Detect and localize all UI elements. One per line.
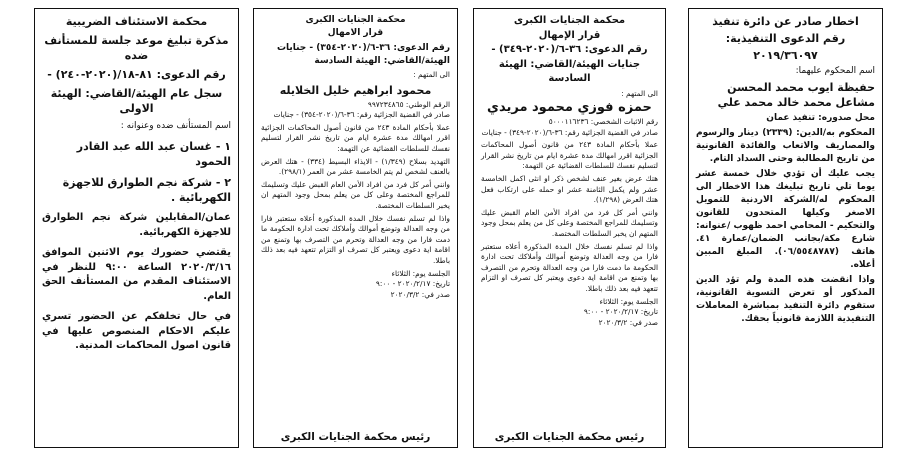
notice-body-3: واذا انقضت هذه المدة ولم تؤد الدين المذكور أو تعرض التسوية القانونية، ستقوم دائرة التنفيذ بمباشرة المعاملات التنفيذية اللازمة قانونياً بحقك. — [696, 275, 875, 324]
defendant-name: محمود ابراهيم خليل الخلايله — [279, 83, 432, 97]
notice-charge: التهديد بسلاح (١/٣٤٩) - الايذاء البسيط (٣٣٤) - هتك العرض بالعنف لشخص لم يتم الخامسة عشر من العمر (٢٩٨/١). — [261, 156, 450, 177]
notice-body-2: وانني أمر كل فرد من افراد الأمن العام القبض عليك وتسليمك للمراجع المختصة وعلى كل من يعلم بمحل وجود المتهم ان يخبر السلطات المختصة. — [261, 179, 450, 210]
notice-to: الى المتهم : — [413, 70, 450, 79]
notice-charge: هتك عرض بغير عنف لشخص ذكر او انثى اكمل الخامسة عشر ولم يكمل الثامنة عشر او حمله على ارتكاب فعل هتك العرض (١/٢٩٨). — [481, 174, 658, 205]
notice-court-title: محكمة الاستئناف الضريبية — [65, 15, 208, 28]
notice-subtitle: مذكرة تبليغ موعد جلسة للمستأنف ضده — [44, 34, 229, 62]
notice-session-date: تاريخ: ٢٠٢٠/٢/١٧ - ٩:٠٠ — [583, 307, 658, 317]
notice-lead: اسم المحكوم عليهما: — [795, 66, 875, 76]
debtor-name-1: حفيظة ايوب محمد المحسن — [727, 81, 875, 94]
notice-case-number: رقم الدعوى: ٣٦-٦/(٢٠٢٠-٣٥٤) - جنايات الهيئة/القاضي: الهيئة السادسة — [276, 43, 450, 66]
notice-case-number: رقم الدعوى: ٣٦-٦/(٢٠٢٠-٣٤٩) - — [491, 44, 648, 55]
notice-body-2: يجب عليك أن تؤدي خلال خمسة عشر يوما تلي تاريخ تبليغك هذا الاخطار الى المحكوم له/الشركة الاردنية للتمويل الاصغر وكيلها المتحدون للقانون والتحكيم - المحامي احمد ظهوب /عنوانه: شارع مكة/بجانب الضمان/عمارة ٤١. هاتف (٠٦/٥٥٤٨٧٨٧). المبلغ المبين أعلاه. — [696, 169, 875, 270]
notice-body-1: عملا بأحكام المادة ٢٤٣ من قانون أصول المحاكمات الجزائية اقرر امهالك مدة عشرة ايام من تاريخ نشر القرار لتسليم نفسك للسلطات القضائية عن التهمة: — [261, 122, 450, 153]
defendant-name: حمزه فوزي محمود مريدي — [487, 100, 652, 116]
notice-court-title: محكمة الجنايات الكبرى — [513, 15, 626, 26]
notice-body-2: وانني أمر كل فرد من افراد الأمن العام القبض عليك وتسليمك للمراجع المختصة وعلى كل من يعلم بمحل وجود المتهم ان يخبر السلطات المختصة. — [481, 207, 658, 239]
notice-case-number: رقم الدعوى: ٨١-١٨/(٢٠٢٠-٢٤٠) - — [47, 68, 226, 81]
notice-case-label: رقم الدعوى التنفيذية: — [725, 32, 846, 45]
defendant-id: رقم الاثبات الشخصي: ٥٠٠٠١١٦٢٣٦ — [548, 117, 658, 127]
notice-to: الى المتهم : — [621, 88, 658, 98]
notice-signature: رئيس محكمة الجنايات الكبرى — [280, 431, 431, 443]
notice-lead: اسم المستأنف ضده وعنوانه : — [120, 121, 231, 131]
notice-session-day: الجلسة يوم: الثلاثاء — [391, 268, 450, 278]
party-address: عمان/المقابلين شركة نجم الطوارق للاجهزة الكهربائية. — [42, 212, 231, 238]
notice-body-3: واذا لم تسلم نفسك خلال المدة المذكورة أعلاه ستعتبر فارا من وجه العدالة وتوضع أموالك وأملاكك تحت ادارة الحكومة ما دمت فارا من وجه العدالة وتحرم من التصرف بها وتمنع من اقامة اية دعوى ويعتبر كل تصرف او التزام تتعهد فيه بعد ذلك باطلا. — [261, 213, 450, 265]
notice-decision: قرار الإمهال — [538, 29, 601, 41]
notice-body-1: المحكوم به/الدين: (٢٣٣٩) دينار والرسوم والمصاريف والاتعاب والفائدة القانونية من تاريخ المطالبة وحتى السداد التام. — [696, 128, 876, 164]
notice-body-1: عملا بأحكام المادة ٢٤٣ من قانون أصول المحاكمات الجزائية اقرر امهالك مدة عشرة ايام من تاريخ نشر القرار لتسليم نفسك للسلطات القضائية عن التهمة: — [481, 140, 659, 171]
notice-session-date: تاريخ: ٢٠٢٠/٢/١٧ - ٩:٠٠ — [375, 279, 450, 289]
party-2: ٢ - شركة نجم الطوارق للاجهزة الكهربائية . — [62, 176, 231, 204]
notice-decision: قرار الامهال — [327, 28, 384, 38]
notice-residence: محل صدوره: تنفيذ عمان — [766, 113, 875, 123]
notice-panel: سجل عام الهيئة/القاضي: الهيئة الاولى — [50, 87, 223, 115]
party-1: ١ - غسان عبد الله عبد القادر الحمود — [76, 140, 231, 168]
notice-session-day: الجلسة يوم: الثلاثاء — [599, 296, 658, 306]
tax-appeal-notice — [34, 8, 239, 448]
notice-issued-case: صادر في القضية الجزائية رقم: ٣٦-٦/(٢٠٢٠-٣٥٤) - جنايات — [273, 110, 450, 120]
notice-body-1: يقتضي حضورك يوم الاثنين الموافق ٢٠٢٠/٣/١٦ الساعة ٩:٠٠ للنظر في الاستئناف المقدم من المستأنف الحق العام. — [42, 247, 231, 302]
defendant-id: الرقم الوطني: ٩٩٧٢٣٤٨٦٥ — [367, 99, 450, 109]
notice-case-number: ٢٠١٩/٣٦٠٩٧ — [753, 49, 818, 62]
debtor-name-2: مشاعل محمد خالد محمد علي — [717, 96, 875, 109]
criminal-court-notice-b — [473, 8, 666, 448]
notice-signature: رئيس محكمة الجنايات الكبرى — [494, 431, 645, 443]
notice-issued-case: صادر في القضية الجزائية رقم: ٣٦-٦/(٢٠٢٠-٣٤٩) - جنايات — [481, 127, 658, 137]
execution-notice — [688, 8, 883, 448]
notice-issued-date: صدر في: ٢٠٢٠/٣/٢ — [598, 317, 658, 327]
notice-body-2: في حال تخلفكم عن الحضور تسري عليكم الاحكام المنصوص عليها في قانون اصول المحاكمات المدنية. — [42, 311, 231, 351]
notice-body-3: واذا لم تسلم نفسك خلال المدة المذكورة أعلاه ستعتبر فارا من وجه العدالة وتوضع أموالك وأملاكك تحت ادارة الحكومة ما دمت فارا من وجه العدالة وتحرم من التصرف بها وتمنع من اقامة اية دعوى ويعتبر كل تصرف او التزام تتعهد فيه بعد ذلك باطلا. — [481, 241, 658, 293]
notice-issued-date: صدر في: ٢٠٢٠/٣/٢ — [390, 289, 450, 299]
notice-panel: جنايات الهيئة/القاضي: الهيئة السادسة — [498, 58, 641, 84]
criminal-court-notice-a — [253, 8, 458, 448]
notice-court-title: محكمة الجنايات الكبرى — [305, 15, 406, 25]
notice-title: اخطار صادر عن دائرة تنفيذ — [712, 15, 859, 28]
